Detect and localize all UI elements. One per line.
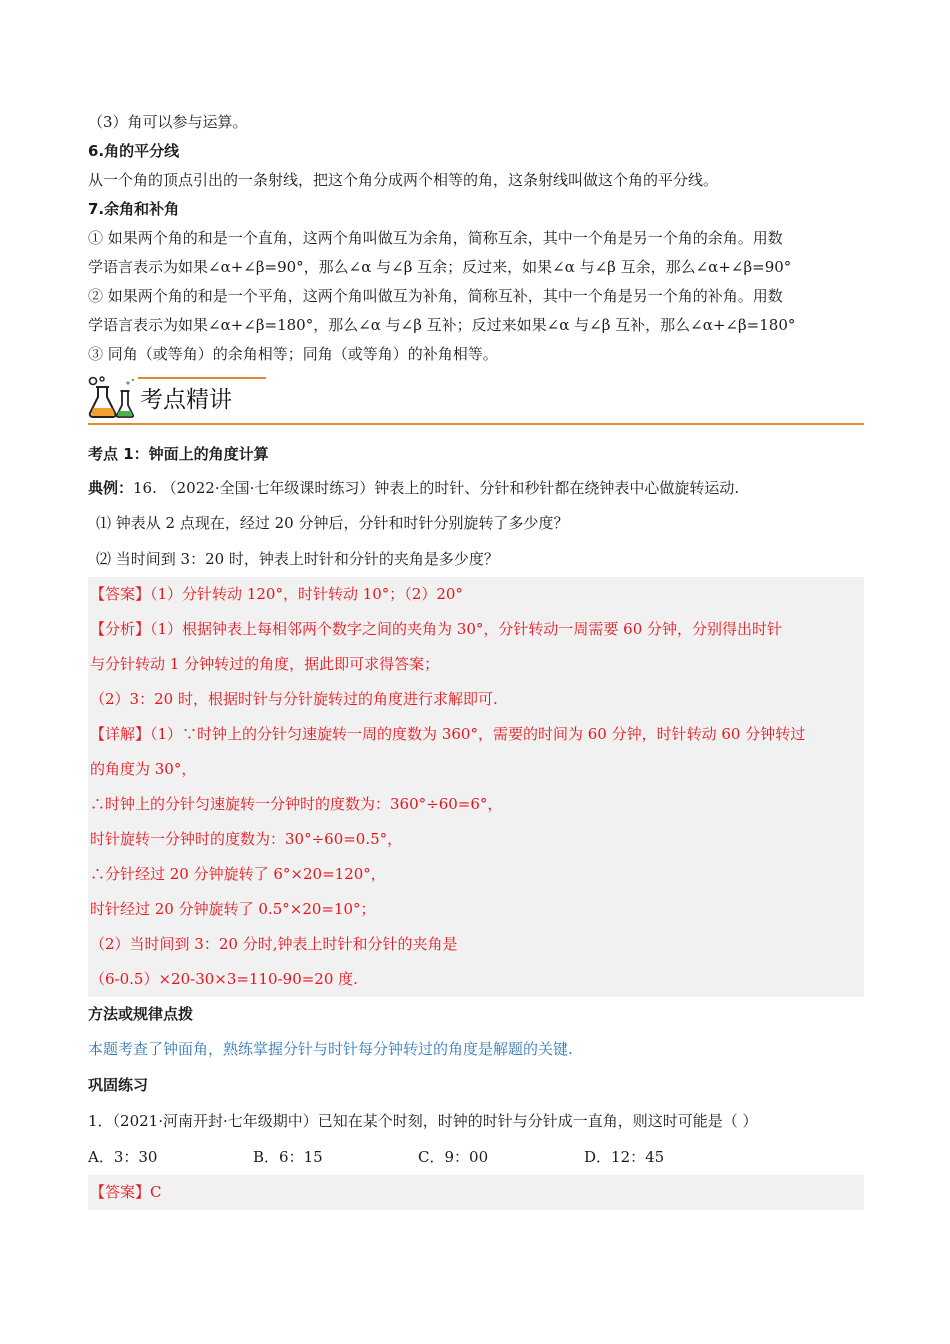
paragraph-complementary-2: 学语言表示为如果∠α+∠β=90°，那么∠α 与∠β 互余；反过来，如果∠α 与∠β 互余，那么∠α+∠β=90°: [88, 258, 792, 276]
solution-detail-5: ∴分针经过 20 分钟旋转了 6°×20=120°，: [90, 865, 386, 883]
practice-question-1: 1．（2021·河南开封·七年级期中）已知在某个时刻，时钟的时针与分针成一直角，则这时可能是（ ）: [88, 1112, 758, 1130]
section-title-overline: [138, 377, 266, 379]
section-header: [88, 375, 864, 425]
paragraph-supplementary-1: ② 如果两个角的和是一个平角，这两个角叫做互为补角，简称互补，其中一个角是另一个角的补角。用数: [88, 287, 783, 305]
solution-detail-4: 时针旋转一分钟时的度数为：30°÷60=0.5°，: [90, 830, 403, 848]
topic-1-heading: 考点 1：钟面上的角度计算: [88, 445, 269, 463]
paragraph-supplementary-2: 学语言表示为如果∠α+∠β=180°，那么∠α 与∠β 互补；反过来如果∠α 与∠β 互补，那么∠α+∠β=180°: [88, 316, 796, 334]
solution-detail-3: ∴时钟上的分针匀速旋转一分钟时的度数为：360°÷60=6°，: [90, 795, 503, 813]
paragraph-angle-bisector: 从一个角的顶点引出的一条射线，把这个角分成两个相等的角，这条射线叫做这个角的平分线。: [88, 171, 719, 189]
flask-icon: [88, 375, 138, 421]
paragraph-same-angle: ③ 同角（或等角）的余角相等；同角（或等角）的补角相等。: [88, 345, 498, 363]
option-b: B．6：15: [253, 1148, 323, 1166]
practice-heading: 巩固练习: [88, 1076, 149, 1094]
paragraph-complementary-1: ① 如果两个角的和是一个直角，这两个角叫做互为余角，简称互余，其中一个角是另一个角的余角。用数: [88, 229, 783, 247]
practice-answer: 【答案】C: [90, 1183, 162, 1201]
method-text: 本题考查了钟面角，熟练掌握分针与时针每分钟转过的角度是解题的关键.: [88, 1040, 573, 1058]
solution-detail-2: 的角度为 30°，: [90, 760, 197, 778]
example-label: 典例：: [88, 479, 134, 497]
option-c: C．9：00: [418, 1148, 489, 1166]
solution-block: [88, 577, 864, 997]
heading-angle-bisector: 6.角的平分线: [88, 142, 180, 160]
solution-detail-8: （6-0.5）×20-30×3=110-90=20 度.: [90, 970, 358, 988]
solution-analysis-3: （2）3：20 时，根据时针与分针旋转过的角度进行求解即可.: [90, 690, 498, 708]
solution-detail-1: 【详解】（1）∵时钟上的分针匀速旋转一周的度数为 360°，需要的时间为 60 分钟，时针转动 60 分钟转过: [90, 725, 806, 743]
question-1: ⑴ 钟表从 2 点现在，经过 20 分钟后，分针和时针分别旋转了多少度？: [96, 514, 569, 532]
solution-detail-7: （2）当时间到 3：20 分时,钟表上时针和分针的夹角是: [90, 935, 458, 953]
question-2: ⑵ 当时间到 3：20 时，钟表上时针和分针的夹角是多少度？: [96, 550, 499, 568]
practice-options: [88, 1139, 864, 1175]
solution-analysis-2: 与分针转动 1 分钟转过的角度，据此即可求得答案；: [90, 655, 440, 673]
section-title: 考点精讲: [140, 387, 232, 413]
document-page: [88, 108, 864, 1210]
example-line: [88, 471, 864, 505]
heading-complementary: 7.余角和补角: [88, 200, 180, 218]
item-3: （3）角可以参与运算。: [88, 113, 248, 131]
option-a: A．3：30: [88, 1148, 158, 1166]
example-text: 16. （2022·全国·七年级课时练习）钟表上的时针、分针和秒针都在绕钟表中心做旋转运动.: [133, 479, 740, 497]
method-heading: 方法或规律点拨: [88, 1005, 194, 1023]
practice-answer-block: [88, 1175, 864, 1210]
solution-answer: 【答案】（1）分针转动 120°，时针转动 10°；（2）20°: [90, 585, 463, 603]
solution-analysis-1: 【分析】（1）根据钟表上每相邻两个数字之间的夹角为 30°，分针转动一周需要 60 分钟，分别得出时针: [90, 620, 783, 638]
solution-detail-6: 时针经过 20 分钟旋转了 0.5°×20=10°；: [90, 900, 376, 918]
option-d: D．12：45: [584, 1148, 665, 1166]
